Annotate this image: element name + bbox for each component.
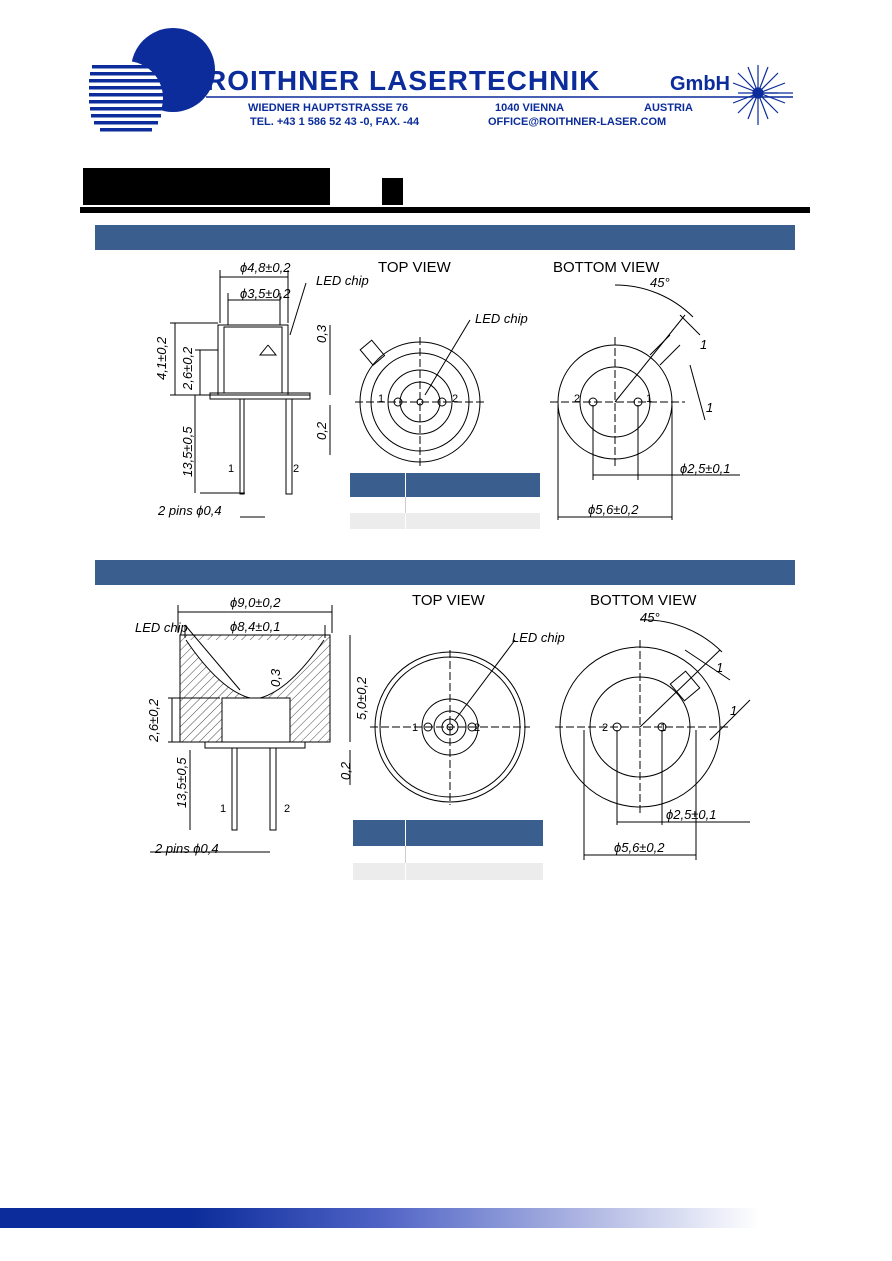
table-row bbox=[353, 846, 543, 863]
led-chip-label-1b: LED chip bbox=[475, 311, 528, 326]
pin2-top-1: 2 bbox=[452, 393, 459, 405]
pin1-top-1: 1 bbox=[378, 393, 385, 405]
dim-h1-1: 4,1±0,2 bbox=[154, 336, 169, 380]
pitch-1: ϕ2,5±0,1 bbox=[680, 461, 731, 476]
base-1: ϕ5,6±0,2 bbox=[588, 502, 639, 517]
pin-table-2-head bbox=[353, 820, 543, 846]
dim-pin-len-1: 13,5±0,5 bbox=[180, 426, 195, 477]
bottom-view-label-2: BOTTOM VIEW bbox=[590, 592, 697, 609]
section-band-1 bbox=[95, 225, 795, 250]
tab-w-2: 1 bbox=[716, 660, 724, 675]
starburst-icon bbox=[733, 65, 793, 125]
tab-w-1: 1 bbox=[700, 337, 708, 352]
dim-pin-len-2: 13,5±0,5 bbox=[174, 757, 189, 808]
angle-1: 45° bbox=[650, 275, 670, 290]
logo-striped-circle bbox=[89, 61, 163, 135]
pin-table-2 bbox=[353, 820, 543, 880]
company-logo bbox=[88, 25, 808, 140]
tab-h-2: 1 bbox=[730, 703, 738, 718]
title-marker bbox=[382, 178, 403, 205]
pins-note-1: 2 pins ϕ0,4 bbox=[158, 503, 222, 518]
footer-gradient-bar bbox=[0, 1208, 760, 1228]
company-city: 1040 VIENNA bbox=[495, 102, 565, 114]
company-suffix: GmbH bbox=[670, 73, 730, 95]
dim-h2-1: 2,6±0,2 bbox=[180, 346, 195, 390]
dim-outer-1: ϕ4,8±0,2 bbox=[240, 260, 291, 275]
dim-02-2: 0,2 bbox=[338, 761, 353, 780]
angle-2: 45° bbox=[640, 610, 660, 625]
pin1-top-2: 1 bbox=[412, 722, 419, 734]
table-row bbox=[350, 497, 540, 513]
company-country: AUSTRIA bbox=[644, 102, 693, 114]
dim-outer-2: ϕ9,0±0,2 bbox=[230, 595, 281, 610]
led-chip-label-2a: LED chip bbox=[135, 620, 188, 635]
dim-inner-1: ϕ3,5±0,2 bbox=[240, 286, 291, 301]
pin2-top-2: 2 bbox=[474, 722, 481, 734]
pin2-bottom-1: 2 bbox=[574, 393, 581, 405]
pitch-2: ϕ2,5±0,1 bbox=[666, 807, 717, 822]
pin2-side-2: 2 bbox=[284, 803, 291, 815]
company-email: OFFICE@ROITHNER-LASER.COM bbox=[488, 116, 667, 128]
pin-table-1-head bbox=[350, 473, 540, 497]
dim-h1-2: 5,0±0,2 bbox=[354, 676, 369, 720]
top-view-label-1: TOP VIEW bbox=[378, 259, 451, 276]
pin2-bottom-2: 2 bbox=[602, 722, 609, 734]
led-chip-label-2b: LED chip bbox=[512, 630, 565, 645]
header-rule bbox=[80, 207, 810, 213]
led-chip-label-1a: LED chip bbox=[316, 273, 369, 288]
company-tel: TEL. +43 1 586 52 43 -0, FAX. -44 bbox=[250, 116, 420, 128]
pin-table-1 bbox=[350, 473, 540, 529]
pin2-side-1: 2 bbox=[293, 463, 300, 475]
pin1-bottom-2: 1 bbox=[660, 722, 667, 734]
pins-note-2: 2 pins ϕ0,4 bbox=[155, 841, 219, 856]
pin1-bottom-1: 1 bbox=[646, 393, 653, 405]
dim-03-2: 0,3 bbox=[268, 668, 283, 687]
dim-03-1: 0,3 bbox=[314, 324, 329, 343]
table-row bbox=[350, 513, 540, 529]
table-row bbox=[353, 863, 543, 880]
tab-h-1: 1 bbox=[706, 400, 714, 415]
title-box bbox=[83, 168, 330, 205]
top-view-label-2: TOP VIEW bbox=[412, 592, 485, 609]
section-band-2 bbox=[95, 560, 795, 585]
bottom-view-label-1: BOTTOM VIEW bbox=[553, 259, 660, 276]
company-address: WIEDNER HAUPTSTRASSE 76 bbox=[248, 102, 409, 114]
company-name: ROITHNER LASERTECHNIK bbox=[206, 65, 601, 96]
pin1-side-2: 1 bbox=[220, 803, 227, 815]
dim-inner-2: ϕ8,4±0,1 bbox=[230, 619, 281, 634]
pin1-side-1: 1 bbox=[228, 463, 235, 475]
dim-02-1: 0,2 bbox=[314, 421, 329, 440]
dim-h2-2: 2,6±0,2 bbox=[146, 698, 161, 742]
base-2: ϕ5,6±0,2 bbox=[614, 840, 665, 855]
